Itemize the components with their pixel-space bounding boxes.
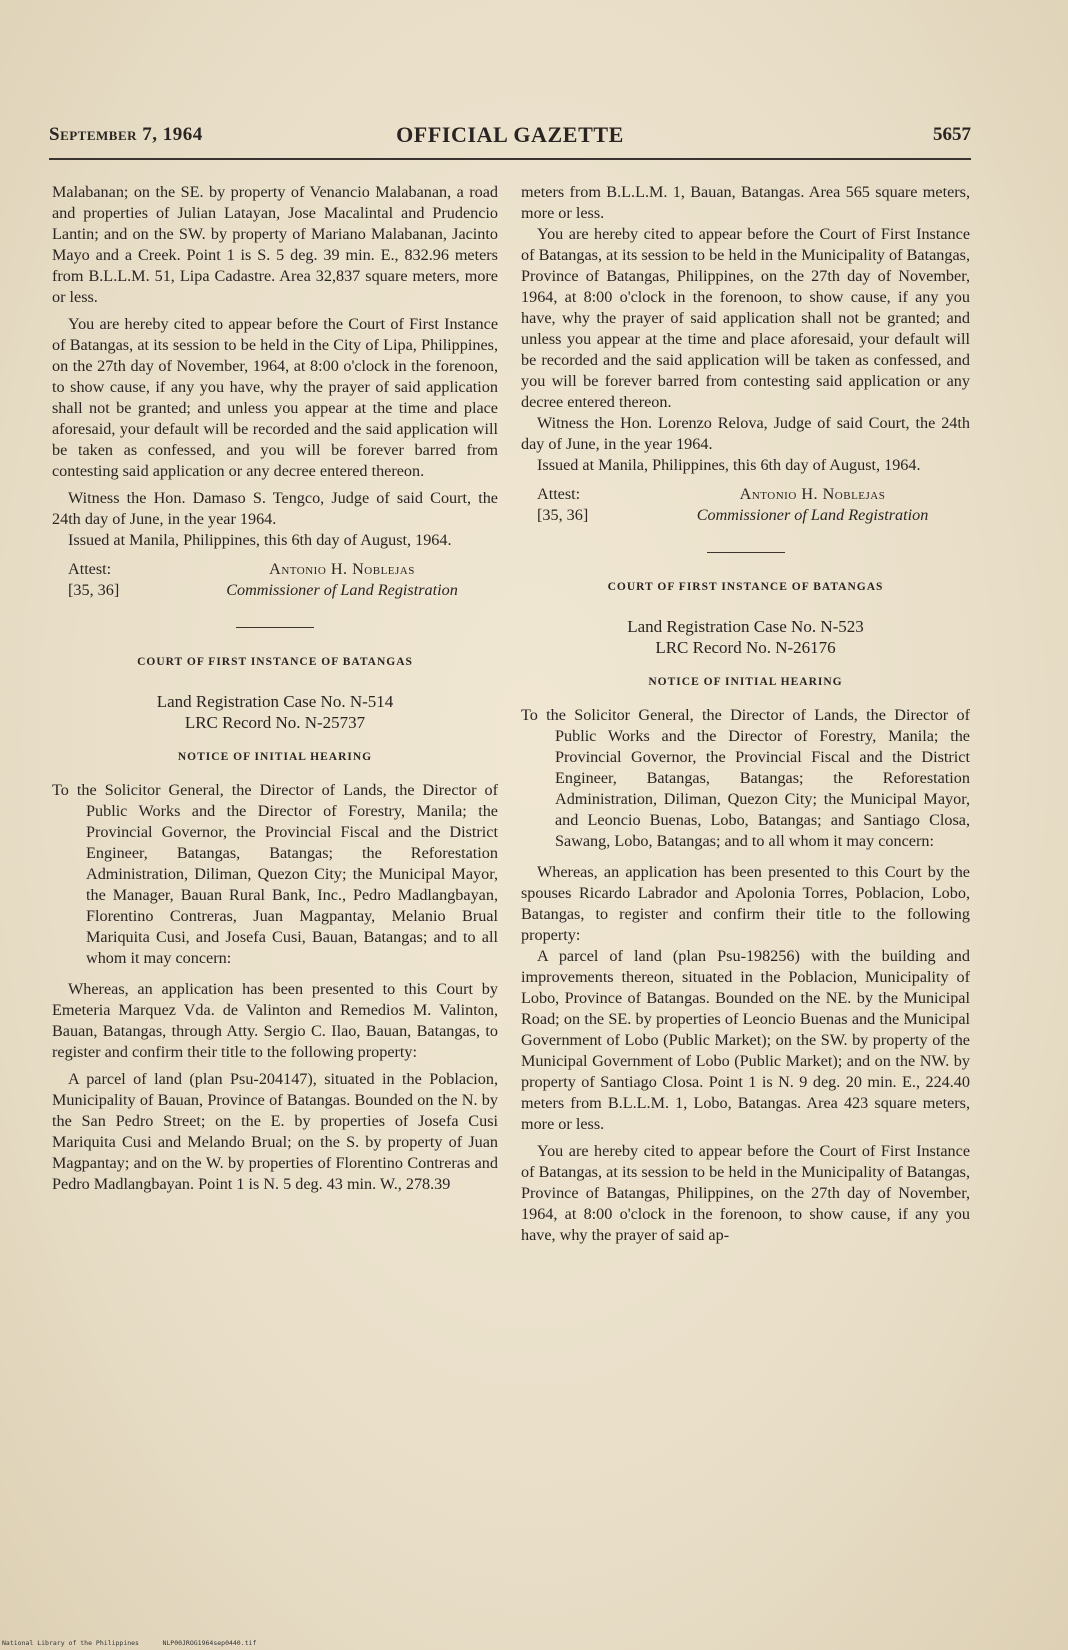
notice3-cited-partial: You are hereby cited to appear before the Court of First Instance of Batangas, at its session to be held in the Municipality of Batangas, Province of Batangas, Philippines, on the 27th day of November, 1964, at 8:00 o'clock in the forenoon, to show cause, if any you have, why the prayer of said ap- [521, 1142, 970, 1244]
notice3-whereas: Whereas, an application has been presented to this Court by the spouses Ricardo Labrador and Apolonia Torres, Poblacion, Lobo, Batangas, to register and confirm their title to the following property: [521, 863, 970, 944]
notice3-lrc-record: LRC Record No. N-26176 [655, 638, 836, 657]
left-section-divider [236, 627, 314, 628]
right-attest-row-2 [521, 505, 970, 526]
notice2-lrc-record: LRC Record No. N-25737 [184, 713, 366, 732]
page-header [49, 122, 971, 156]
footer-library: National Library of the Philippines [2, 1639, 139, 1647]
right-attest-label: Attest: [537, 485, 581, 503]
right-issued: Issued at Manila, Philippines, this 6th day of August, 1964. [537, 456, 921, 474]
notice2-parcel: A parcel of land (plan Psu-204147), situated in the Poblacion, Municipality of Bauan, Province of Batangas. Bounded on the N. by the San Pedro Street; on the E. by properties of Josefa Cusi Mariquita Cusi and Melando Brual; on the S. by property of Juan Magpantay; and on the W. by properties of Florentino Contreras and Pedro Madlangbayan. Point 1 is N. 5 deg. 43 min. W., 278.39 [52, 1070, 498, 1193]
left-cited-paragraph: You are hereby cited to appear before the Court of First Instance of Batangas, at its session to be held in the City of Lipa, Philippines, on the 27th day of November, 1964, at 8:00 o'clock in the forenoon, to show cause, if any you have, why the prayer of said application shall not be granted; and unless you appear at the time and place aforesaid, your default will be recorded and the said application will be taken as confessed, and you will be forever barred from contesting said application or any decree entered thereon. [52, 315, 498, 480]
notice3-court: COURT OF FIRST INSTANCE OF BATANGAS [607, 581, 884, 593]
left-attest-ref: [35, 36] [68, 581, 120, 599]
left-attest-row [52, 559, 498, 580]
right-attest-row [521, 484, 970, 505]
left-issued: Issued at Manila, Philippines, this 6th day of August, 1964. [68, 531, 452, 549]
right-section-divider [707, 552, 785, 553]
right-attest-title: Commissioner of Land Registration [696, 506, 929, 524]
notice2-whereas: Whereas, an application has been presented to this Court by Emeteria Marquez Vda. de Valinton and Remedios M. Valinton, Bauan, Batangas, through Atty. Sergio C. Ilao, Bauan, Batangas, to register and confirm their title to the following property: [52, 980, 498, 1061]
left-attest-name: Antonio H. Noblejas [269, 560, 415, 578]
footer-file: NLP00JROG1964sep0440.tif [162, 1639, 257, 1647]
notice2-title: NOTICE OF INITIAL HEARING [177, 751, 373, 763]
notice3-title: NOTICE OF INITIAL HEARING [648, 676, 843, 688]
notice3-case-no: Land Registration Case No. N-523 [627, 617, 864, 636]
left-attest-title: Commissioner of Land Registration [226, 581, 458, 599]
notice2-court: COURT OF FIRST INSTANCE OF BATANGAS [137, 656, 413, 668]
right-witness: Witness the Hon. Lorenzo Relova, Judge of said Court, the 24th day of June, in the year 1964. [521, 414, 970, 453]
notice2-case-block [52, 691, 498, 733]
right-attest-ref: [35, 36] [537, 506, 589, 524]
header-title: OFFICIAL GAZETTE [396, 122, 624, 147]
scan-footer [2, 1639, 256, 1647]
left-column [52, 182, 498, 1195]
notice2-addressee: To the Solicitor General, the Director of Lands, the Director of Public Works and the Director of Forestry, Manila; the Provincial Governor, the Provincial Fiscal and the District Engineer, Batangas, Batangas; the Reforestation Administration, Diliman, Quezon City; the Municipal Mayor, the Manager, Bauan Rural Bank, Inc., Pedro Madlangbayan, Florentino Contreras, Juan Magpantay, Melanio Brual Mariquita Cusi, and Josefa Cusi, Bauan, Batangas; and to all whom it may concern: [52, 781, 498, 967]
left-attest-row-2 [52, 580, 498, 601]
header-date: September 7, 1964 [49, 124, 203, 145]
notice3-case-block [521, 616, 970, 658]
right-attest-name: Antonio H. Noblejas [739, 485, 886, 503]
right-column [521, 182, 970, 1246]
notice3-parcel: A parcel of land (plan Psu-198256) with the building and improvements thereon, situated in the Poblacion, Municipality of Lobo, Province of Batangas. Bounded on the NE. by the Municipal Road; on the SE. by properties of Leoncio Buenas and the Municipal Government of Lobo (Public Market); on the SW. by property of the Municipal Government of Lobo (Public Market); and on the NW. by property of Santiago Closa. Point 1 is N. 9 deg. 20 min. E., 224.40 meters from B.L.L.M. 1, Lobo, Batangas. Area 423 square meters, more or less. [521, 947, 970, 1133]
right-continuation: meters from B.L.L.M. 1, Bauan, Batangas. Area 565 square meters, more or less. [521, 183, 970, 222]
notice2-case-no: Land Registration Case No. N-514 [156, 692, 394, 711]
header-rule [49, 158, 971, 160]
left-attest-label: Attest: [68, 560, 112, 578]
right-cited-paragraph: You are hereby cited to appear before the Court of First Instance of Batangas, at its session to be held in the Municipality of Batangas, Province of Batangas, Philippines, on the 27th day of November, 1964, at 8:00 o'clock in the forenoon, to show cause, if any you have, why the prayer of said application shall not be granted; and unless you appear at the time and place aforesaid, your default will be recorded and the said application will be taken as confessed, and you will be forever barred from contesting said application or any decree entered thereon. [521, 225, 970, 411]
header-page-number: 5657 [933, 124, 971, 145]
left-witness: Witness the Hon. Damaso S. Tengco, Judge of said Court, the 24th day of June, in the year 1964. [52, 489, 498, 528]
left-continuation: Malabanan; on the SE. by property of Venancio Malabanan, a road and properties of Julian Latayan, Jose Macalintal and Prudencio Lantin; and on the SW. by property of Mariano Malabanan, Jacinto Mayo and a Creek. Point 1 is S. 5 deg. 39 min. E., 832.96 meters from B.L.L.M. 51, Lipa Cadastre. Area 32,837 square meters, more or less. [52, 183, 498, 306]
notice3-addressee: To the Solicitor General, the Director of Lands, the Director of Public Works and the Director of Forestry, Manila; the Provincial Governor, the Provincial Fiscal and the District Engineer, Batangas, Batangas; the Reforestation Administration, Diliman, Quezon City; the Municipal Mayor, and Leoncio Buenas, Lobo, Batangas; and Santiago Closa, Sawang, Lobo, Batangas; and to all whom it may concern: [521, 706, 970, 850]
